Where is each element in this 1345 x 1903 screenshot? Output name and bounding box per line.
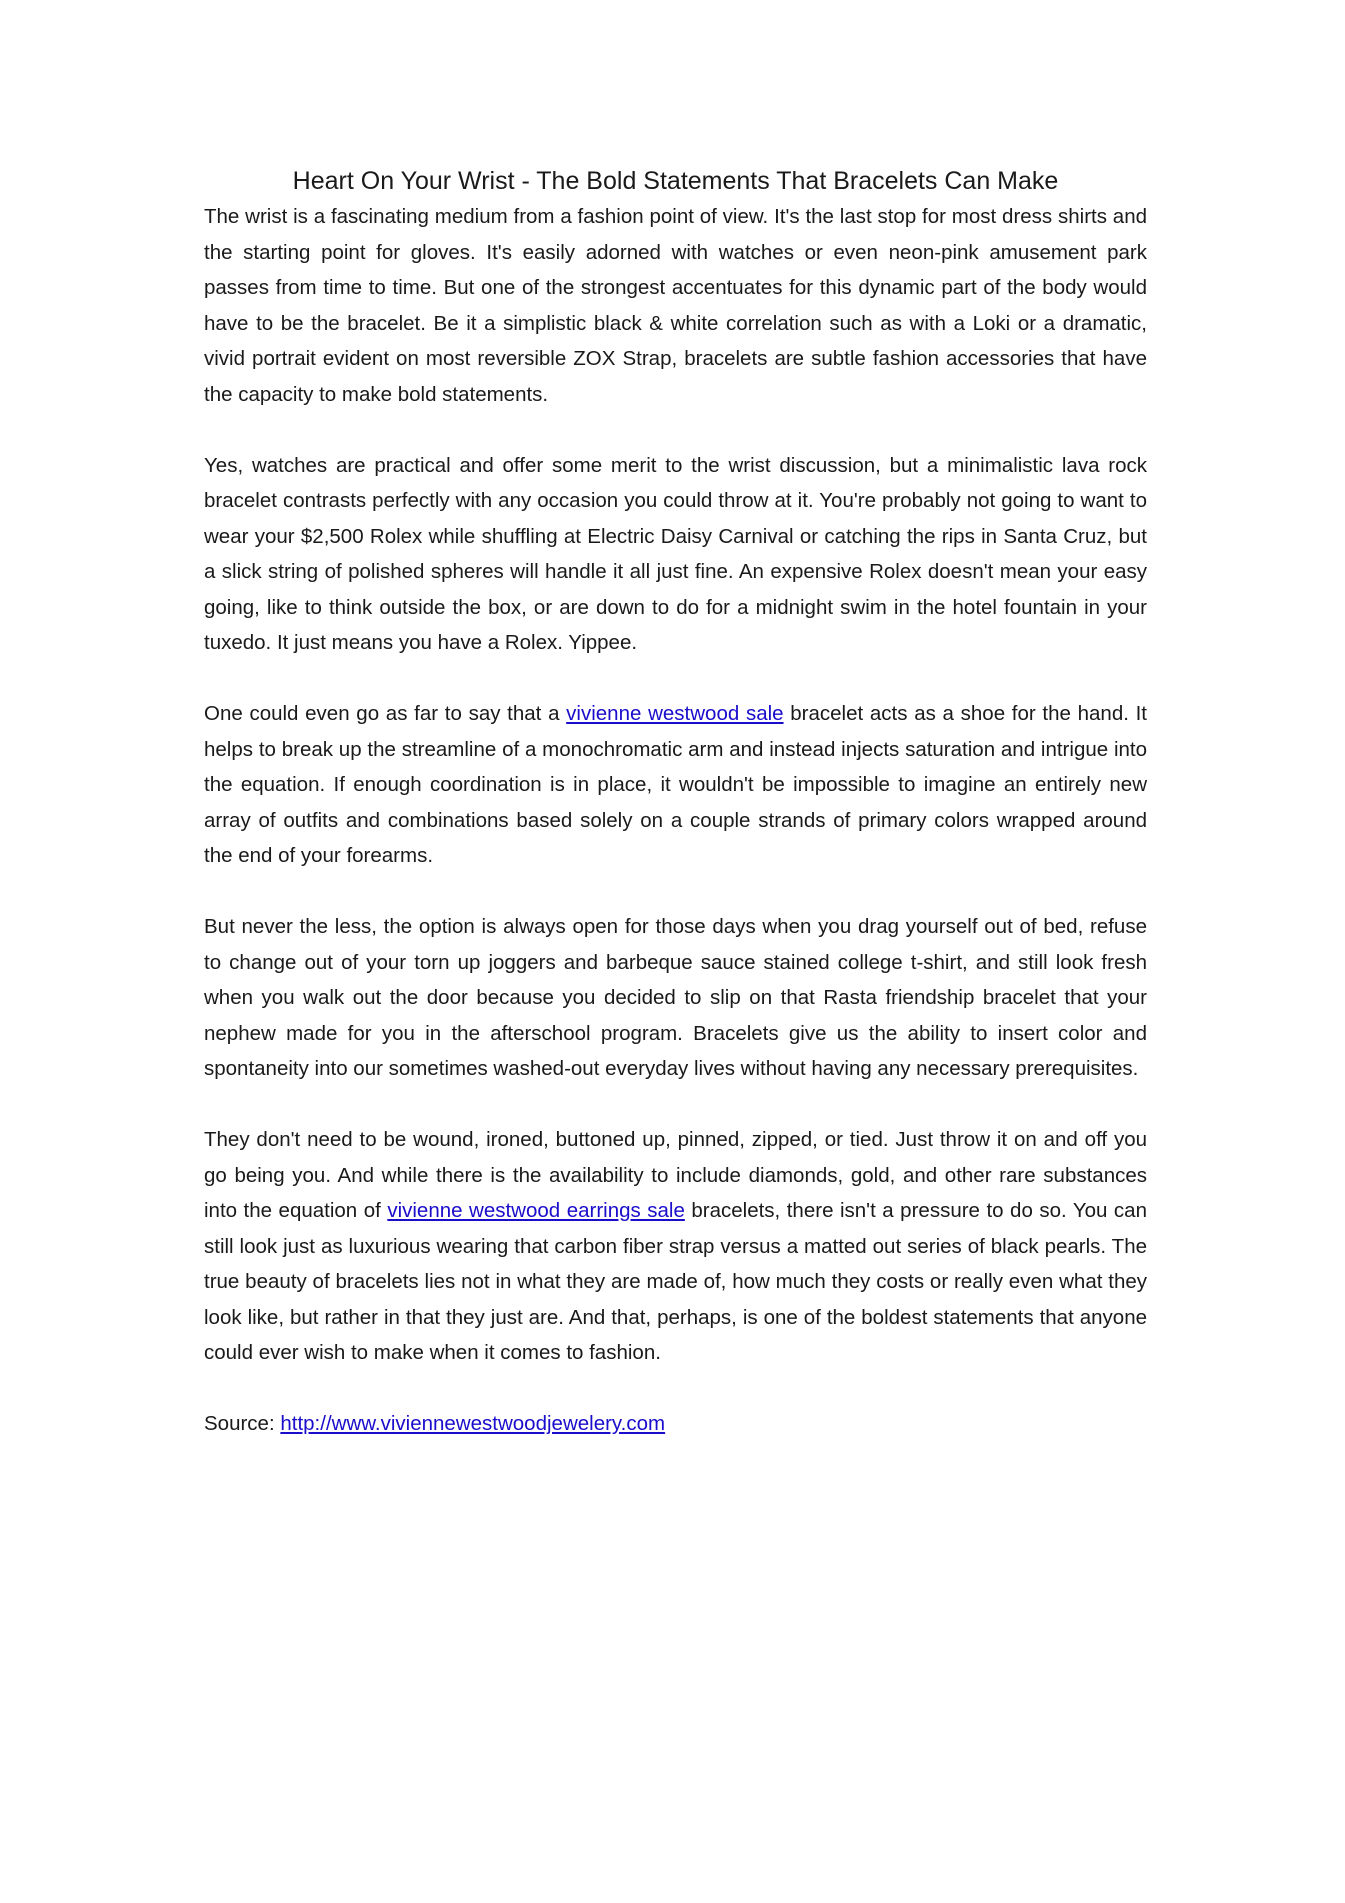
paragraph-5 [204, 1122, 1147, 1371]
source-line [204, 1406, 1147, 1442]
paragraph-5-before: They don't need to be wound, ironed, buttoned up, pinned, zipped, or tied. Just throw it on and off you go being you. And while there is the availability to include diamonds, gold, and other rare substances into the equation of [204, 1128, 1147, 1222]
paragraph-2: Yes, watches are practical and offer some merit to the wrist discussion, but a minimalistic lava rock bracelet contrasts perfectly with any occasion you could throw at it. You're probably not going to want to wear your $2,500 Rolex while shuffling at Electric Daisy Carnival or catching the rips in Santa Cruz, but a slick string of polished spheres will handle it all just fine. An expensive Rolex doesn't mean your easy going, like to think outside the box, or are down to do for a midnight swim in the hotel fountain in your tuxedo. It just means you have a Rolex. Yippee. [204, 453, 1147, 654]
vivienne-westwood-earrings-sale-link[interactable]: vivienne westwood earrings sale [387, 1199, 685, 1222]
paragraph-3-after: bracelet acts as a shoe for the hand. It helps to break up the streamline of a monochromatic arm and instead injects saturation and intrigue into the equation. If enough coordination is in place, it wouldn't be impossible to imagine an entirely new array of outfits and combinations based solely on a couple strands of primary colors wrapped around the end of your forearms. [204, 702, 1148, 867]
paragraph-3 [204, 696, 1147, 874]
document-title: Heart On Your Wrist - The Bold Statements That Bracelets Can Make [292, 167, 1059, 195]
paragraph-4: But never the less, the option is always open for those days when you drag yourself out of bed, refuse to change out of your torn up joggers and barbeque sauce stained college t-shirt, and still look fresh when you walk out the door because you decided to slip on that Rasta friendship bracelet that your nephew made for you in the afterschool program. Bracelets give us the ability to insert color and spontaneity into our sometimes washed-out everyday lives without having any necessary prerequisites. [204, 915, 1147, 1080]
vivienne-westwood-sale-link[interactable]: vivienne westwood sale [566, 702, 784, 725]
paragraph-3-before: One could even go as far to say that a [204, 702, 567, 725]
source-link[interactable]: http://www.viviennewestwoodjewelery.com [280, 1412, 666, 1435]
paragraph-5-after: bracelets, there isn't a pressure to do so. You can still look just as luxurious wearing that carbon fiber strap versus a matted out series of black pearls. The true beauty of bracelets lies not in what they are made of, how much they costs or really even what they look like, but rather in that they just are. And that, perhaps, is one of the boldest statements that anyone could ever wish to make when it comes to fashion. [204, 1199, 1147, 1364]
paragraph-1: The wrist is a fascinating medium from a fashion point of view. It's the last stop for most dress shirts and the starting point for gloves. It's easily adorned with watches or even neon-pink amusement park passes from time to time. But one of the strongest accentuates for this dynamic part of the body would have to be the bracelet. Be it a simplistic black & white correlation such as with a Loki or a dramatic, vivid portrait evident on most reversible ZOX Strap, bracelets are subtle fashion accessories that have the capacity to make bold statements. [204, 205, 1147, 406]
source-label: Source: [204, 1412, 281, 1435]
document-body [204, 163, 1147, 1477]
